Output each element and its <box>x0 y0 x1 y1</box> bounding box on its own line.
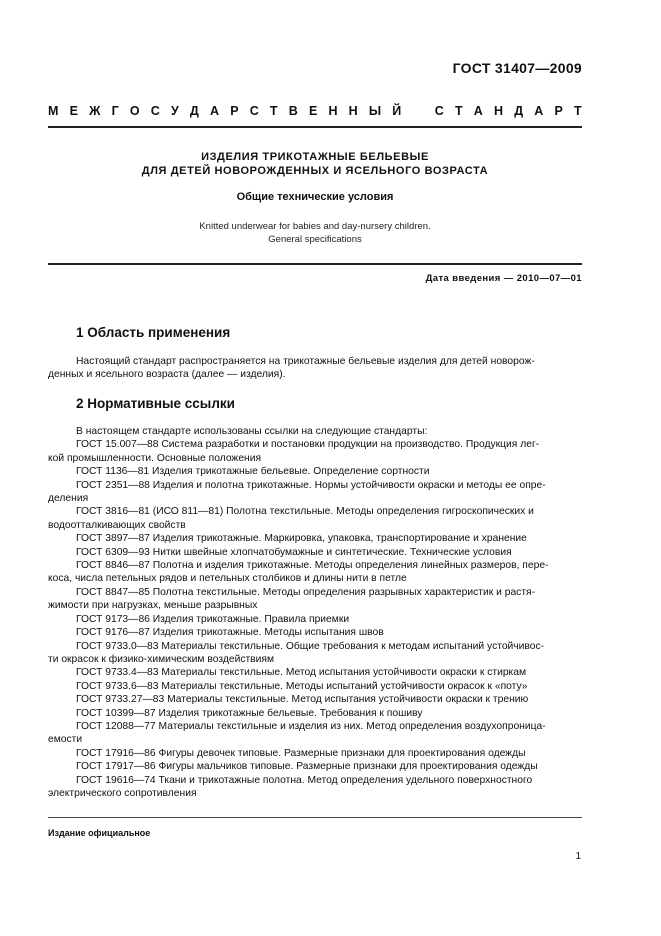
reference-line: водоотталкивающих свойств <box>48 519 186 531</box>
standard-type-letter: Т <box>269 104 278 118</box>
standard-type-letter: Р <box>230 104 239 118</box>
standard-type-letter: А <box>473 104 483 118</box>
page-number: 1 <box>575 851 581 862</box>
subtitle: Общие технические условия <box>236 191 394 203</box>
english-title-line-1: Knitted underwear for babies and day-nursery children. <box>199 221 431 232</box>
standard-type-letter: А <box>210 104 220 118</box>
paragraph-line: денных и ясельного возраста (далее — изделия). <box>48 369 286 381</box>
footer-rule <box>48 817 582 818</box>
edition-note: Издание официальное <box>48 828 151 838</box>
reference-line: ГОСТ 17917—86 Фигуры мальчиков типовые. Размерные признаки для проектирования одежды <box>76 761 538 773</box>
document-code: ГОСТ 31407—2009 <box>452 60 582 76</box>
reference-line: ГОСТ 9176—87 Изделия трикотажные. Методы испытания швов <box>76 627 384 639</box>
standard-type-letter: У <box>170 104 179 118</box>
reference-line: ГОСТ 19616—74 Ткани и трикотажные полотна. Метод определения удельного поверхностного <box>76 774 533 786</box>
standard-type-letter: Р <box>554 104 563 118</box>
standard-type-letter: Г <box>111 104 119 118</box>
reference-line: ГОСТ 12088—77 Материалы текстильные и изделия из них. Метод определения воздухопроница- <box>76 720 546 732</box>
reference-line: ГОСТ 3897—87 Изделия трикотажные. Маркировка, упаковка, транспортирование и хранение <box>76 533 527 545</box>
reference-line: ГОСТ 9733.27—83 Материалы текстильные. Метод испытания устойчивости окраски к трению <box>76 694 529 706</box>
section-2-body <box>48 425 582 800</box>
section-1-body <box>48 355 582 382</box>
standard-type-letter: Н <box>328 104 338 118</box>
reference-line: емости <box>48 734 83 746</box>
standard-type-letter: Е <box>69 104 78 118</box>
reference-line: ГОСТ 8847—85 Полотна текстильные. Методы определения разрывных характеристик и растя- <box>76 586 536 598</box>
introduction-date: Дата введения — 2010—07—01 <box>425 273 582 284</box>
reference-line: ГОСТ 1136—81 Изделия трикотажные бельевые. Определение сортности <box>76 466 430 478</box>
standard-type-letter: Д <box>189 104 199 118</box>
reference-line: ГОСТ 17916—86 Фигуры девочек типовые. Размерные признаки для проектирования одежды <box>76 747 526 759</box>
reference-line: ти окрасок к физико-химическим воздействиям <box>48 653 275 665</box>
reference-line: ГОСТ 15.007—88 Система разработки и постановки продукции на производство. Продукция лег- <box>76 439 540 451</box>
reference-line: ГОСТ 9733.0—83 Материалы текстильные. Общие требования к методам испытаний устойчивос- <box>76 640 545 652</box>
standard-type-letter: Н <box>348 104 358 118</box>
standard-type-letter: Й <box>392 104 402 118</box>
reference-line: ГОСТ 10399—87 Изделия трикотажные бельевые. Требования к пошиву <box>76 707 423 719</box>
reference-line: деления <box>48 493 89 505</box>
reference-line: коса, числа петельных рядов и петельных столбиков и длины нити в петле <box>48 573 407 585</box>
reference-line: ГОСТ 2351—88 Изделия и полотна трикотажные. Нормы устойчивости окраски и методы ее опре- <box>76 479 546 491</box>
section-2-heading: 2 Нормативные ссылки <box>76 396 235 411</box>
reference-line: ГОСТ 3816—81 (ИСО 811—81) Полотна текстильные. Методы определения гигроскопических и <box>76 506 534 518</box>
reference-line: ГОСТ 8846—87 Полотна и изделия трикотажные. Методы определения линейных размеров, пере- <box>76 560 549 572</box>
reference-line: В настоящем стандарте использованы ссылки на следующие стандарты: <box>76 426 428 437</box>
reference-line: кой промышленности. Основные положения <box>48 452 262 464</box>
standard-type-letter: Д <box>514 104 524 118</box>
reference-line: ГОСТ 9173—86 Изделия трикотажные. Правила приемки <box>76 613 350 625</box>
standard-type-letter: Ы <box>368 104 382 118</box>
english-title-line-2: General specifications <box>268 234 362 245</box>
standard-type-letter: Ж <box>89 104 101 118</box>
title-rule <box>48 263 582 265</box>
standard-type-letter: С <box>150 104 160 118</box>
header-rule <box>48 126 582 128</box>
standard-type-letter: О <box>129 104 140 118</box>
standard-type-letter: Т <box>574 104 582 118</box>
standard-type-letter: Н <box>494 104 504 118</box>
standard-type-letter: Е <box>308 104 318 118</box>
section-1-heading: 1 Область применения <box>76 325 231 340</box>
reference-line: ГОСТ 9733.6—83 Материалы текстильные. Методы испытаний устойчивости окрасок к «поту» <box>76 680 528 692</box>
standard-type-letter: А <box>534 104 544 118</box>
reference-line: жимости при нагрузках, меньше разрывных <box>48 600 258 612</box>
reference-line: электрического сопротивления <box>48 787 197 799</box>
standard-type-letter: М <box>48 104 59 118</box>
standard-type-letter: С <box>249 104 259 118</box>
standard-type-heading <box>48 104 582 118</box>
standard-type-letter: В <box>288 104 298 118</box>
reference-line: ГОСТ 6309—93 Нитки швейные хлопчатобумажные и синтетические. Технические условия <box>76 546 512 558</box>
paragraph-line: Настоящий стандарт распространяется на трикотажные бельевые изделия для детей новорож- <box>76 356 535 367</box>
title-line-2: ДЛЯ ДЕТЕЙ НОВОРОЖДЕННЫХ И ЯСЕЛЬНОГО ВОЗРАСТА <box>141 165 489 177</box>
standard-type-letter: С <box>434 104 444 118</box>
title-line-1: ИЗДЕЛИЯ ТРИКОТАЖНЫЕ БЕЛЬЕВЫЕ <box>201 151 429 163</box>
standard-type-letter: Т <box>454 104 463 118</box>
reference-line: ГОСТ 9733.4—83 Материалы текстильные. Метод испытания устойчивости окраски к стиркам <box>76 667 527 679</box>
